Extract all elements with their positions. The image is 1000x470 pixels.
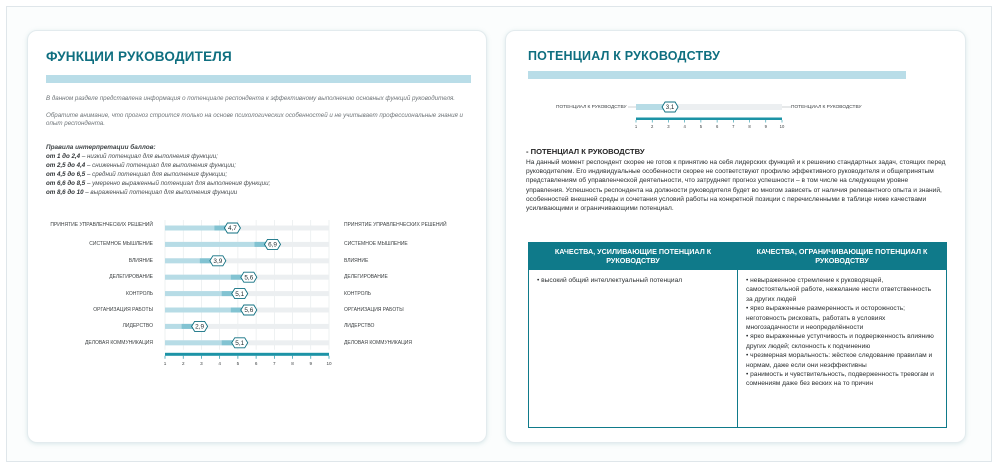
value-label: 5,6 bbox=[244, 274, 254, 282]
x-tick-label: 6 bbox=[254, 360, 258, 366]
value-label: 5,6 bbox=[244, 307, 254, 315]
list-item: • ярко выраженные размеренность и осторожность; неготовность рисковать, работать в условиях многозадачности и неопределённости bbox=[746, 305, 906, 332]
category-label-right: КОНТРОЛЬ bbox=[344, 290, 372, 297]
mini-tick-label: 4 bbox=[683, 124, 686, 129]
x-tick-label: 10 bbox=[326, 360, 332, 366]
rules-title: Правила интерпретации баллов: bbox=[46, 144, 156, 151]
category-label-right: ПРИНЯТИЕ УПРАВЛЕНЧЕСКИХ РЕШЕНИЙ bbox=[344, 222, 447, 228]
category-label-right: СИСТЕМНОЕ МЫШЛЕНИЕ bbox=[344, 241, 408, 248]
list-item: • невыраженное стремление к руководящей, самостоятельной работе, нежелание нести ответственность за других людей bbox=[746, 277, 932, 303]
mini-tick-label: 5 bbox=[699, 124, 703, 129]
value-label: 2,9 bbox=[195, 323, 205, 331]
leadership-scale bbox=[506, 31, 966, 141]
value-label: 5,1 bbox=[235, 290, 245, 298]
x-tick-label: 5 bbox=[236, 360, 240, 366]
category-label-right: ДЕЛОВАЯ КОММУНИКАЦИЯ bbox=[344, 339, 413, 346]
qualities-table bbox=[528, 242, 947, 428]
category-label-right: ДЕЛЕГИРОВАНИЕ bbox=[344, 274, 388, 281]
category-label-right: ОРГАНИЗАЦИЯ РАБОТЫ bbox=[344, 307, 404, 313]
section-subheading: - ПОТЕНЦИАЛ К РУКОВОДСТВУ bbox=[526, 147, 645, 156]
mini-tick-label: 1 bbox=[634, 124, 638, 129]
functions-chart-svg bbox=[28, 31, 487, 443]
category-label-right: ВЛИЯНИЕ bbox=[344, 257, 369, 264]
x-axis bbox=[165, 353, 329, 356]
list-item: • ярко выраженные уступчивость и подверженность влиянию других людей; склонность к подчинению bbox=[746, 333, 934, 350]
mini-tick-label: 7 bbox=[732, 124, 735, 129]
list-item: • высокий общий интеллектуальный потенциал bbox=[537, 277, 683, 284]
page-title: ФУНКЦИИ РУКОВОДИТЕЛЯ bbox=[46, 49, 232, 64]
x-tick-label: 4 bbox=[218, 360, 221, 366]
category-label-left: СИСТЕМНОЕ МЫШЛЕНИЕ bbox=[89, 241, 153, 248]
x-tick-label: 8 bbox=[291, 360, 294, 366]
limiting-header: КАЧЕСТВА, ОГРАНИЧИВАЮЩИЕ ПОТЕНЦИАЛ К РУКОВОДСТВУ bbox=[738, 243, 947, 270]
value-label: 3,9 bbox=[213, 258, 223, 265]
x-tick-label: 2 bbox=[181, 360, 185, 366]
enhancing-cell bbox=[529, 270, 738, 428]
list-item: • ранимость и чувствительность, подверженность тревогам и сомнениям даже без веских на то причин bbox=[746, 371, 934, 388]
value-label: 4,7 bbox=[227, 225, 237, 233]
category-label-left: КОНТРОЛЬ bbox=[125, 290, 153, 297]
category-label-left: ДЕЛЕГИРОВАНИЕ bbox=[109, 274, 153, 281]
intro-paragraph-2: Обратите внимание, что прогноз строится только на основе психологических особенностей и не учитывает профессиональные знания и опыт респондента. bbox=[46, 112, 463, 128]
mini-tick-label: 3 bbox=[667, 124, 670, 129]
rule-item: от 8,6 до 10 – выраженный потенциал для выполнения функции bbox=[46, 189, 238, 196]
category-label-left: ВЛИЯНИЕ bbox=[128, 257, 153, 264]
section-title: ПОТЕНЦИАЛ К РУКОВОДСТВУ bbox=[528, 49, 721, 63]
x-tick-label: 1 bbox=[163, 360, 167, 366]
mini-scale-left-label: ПОТЕНЦИАЛ К РУКОВОДСТВУ bbox=[556, 105, 627, 110]
x-tick-label: 9 bbox=[309, 360, 313, 366]
leadership-potential-card bbox=[505, 30, 966, 443]
mini-scale-right-label: ПОТЕНЦИАЛ К РУКОВОДСТВУ bbox=[791, 105, 862, 110]
mini-value-label: 3,1 bbox=[665, 104, 675, 112]
section-description: На данный момент респондент скорее не готов к принятию на себя лидерских функций и к решению стандартных задач, стоящих перед руководителем. Его индивидуальные особенности скорее не соответствуют профилю эффективного руководителя и общепринятым представлениям об управленческой деятельности, что затрудняет прогноз успешности – в том числе на следующем уровне управления. Успешность респондента на должности руководителя будет во многом зависеть от наличия релевантного опыта и знаний, особенностей внешней среды и сочетания условий работы на конкретной позиции с перечисленными в таблице ниже качествами усиливающими и ограничивающими потенциал. bbox=[526, 159, 946, 213]
value-label: 5,1 bbox=[235, 340, 245, 347]
x-tick-label: 3 bbox=[200, 360, 203, 366]
rule-item: от 6,6 до 8,5 – умеренно выраженный потенциал для выполнения функции; bbox=[46, 180, 271, 187]
mini-tick-label: 9 bbox=[764, 124, 767, 129]
x-tick-label: 7 bbox=[273, 360, 276, 366]
intro-paragraph-1: В данном разделе представлена информация о потенциале респондента к эффективному выполнению основных функций руководителя. bbox=[46, 95, 456, 102]
mini-tick-label: 8 bbox=[748, 124, 751, 129]
rule-item: от 2,5 до 4,4 – сниженный потенциал для выполнения функции; bbox=[46, 162, 236, 169]
rule-item: от 4,5 до 6,5 – средний потенциал для выполнения функции; bbox=[46, 171, 228, 178]
limiting-cell bbox=[738, 270, 947, 428]
mini-tick-label: 10 bbox=[779, 124, 785, 129]
rule-item: от 1 до 2,4 – низкий потенциал для выполнения функции; bbox=[46, 153, 218, 160]
mini-tick-label: 6 bbox=[715, 124, 719, 129]
manager-functions-card bbox=[27, 30, 487, 443]
list-item: • чрезмерная моральность: жёсткое следование правилам и нормам, даже если они неэффективны bbox=[746, 352, 933, 369]
enhancing-header: КАЧЕСТВА, УСИЛИВАЮЩИЕ ПОТЕНЦИАЛ К РУКОВОДСТВУ bbox=[529, 243, 738, 270]
mini-axis bbox=[636, 118, 782, 121]
category-label-right: ЛИДЕРСТВО bbox=[344, 323, 375, 330]
mini-tick-label: 2 bbox=[651, 124, 654, 129]
category-label-left: ДЕЛОВАЯ КОММУНИКАЦИЯ bbox=[84, 339, 153, 346]
category-label-left: ОРГАНИЗАЦИЯ РАБОТЫ bbox=[93, 307, 153, 313]
category-label-left: ПРИНЯТИЕ УПРАВЛЕНЧЕСКИХ РЕШЕНИЙ bbox=[50, 222, 153, 228]
category-label-left: ЛИДЕРСТВО bbox=[122, 323, 153, 330]
value-label: 6,9 bbox=[268, 241, 277, 249]
